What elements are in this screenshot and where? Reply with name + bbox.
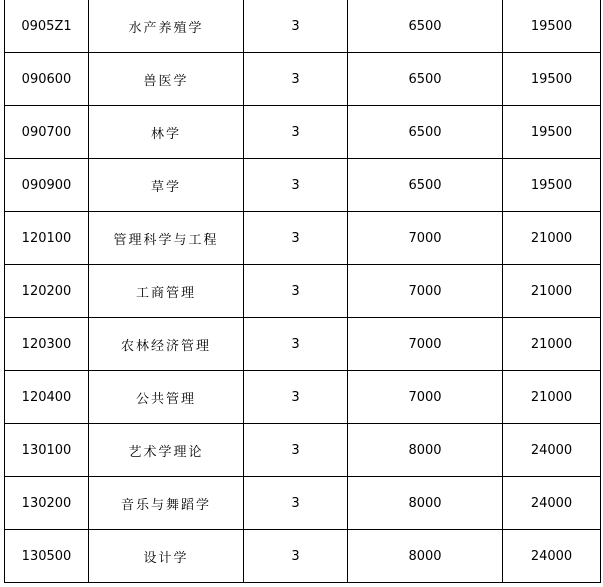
fee-table (4, 0, 601, 583)
study-years-cell: 3 (244, 212, 348, 265)
major-code-cell: 0905Z1 (5, 0, 89, 53)
table-row (5, 212, 601, 265)
table-row (5, 477, 601, 530)
table-row (5, 159, 601, 212)
study-years-cell: 3 (244, 424, 348, 477)
total-fee-cell: 19500 (503, 106, 601, 159)
major-code-cell: 090900 (5, 159, 89, 212)
table-row (5, 0, 601, 53)
major-name-cell: 公共管理 (89, 371, 244, 424)
major-name-cell: 设计学 (89, 530, 244, 583)
annual-fee-cell: 7000 (348, 265, 503, 318)
annual-fee-cell: 7000 (348, 212, 503, 265)
annual-fee-cell: 6500 (348, 159, 503, 212)
total-fee-cell: 21000 (503, 265, 601, 318)
annual-fee-cell: 7000 (348, 318, 503, 371)
table-row (5, 53, 601, 106)
major-name-cell: 工商管理 (89, 265, 244, 318)
major-code-cell: 130500 (5, 530, 89, 583)
table-row (5, 424, 601, 477)
total-fee-cell: 19500 (503, 53, 601, 106)
annual-fee-cell: 8000 (348, 530, 503, 583)
major-code-cell: 120100 (5, 212, 89, 265)
major-code-cell: 090600 (5, 53, 89, 106)
table-row (5, 318, 601, 371)
major-code-cell: 120200 (5, 265, 89, 318)
table-row (5, 265, 601, 318)
study-years-cell: 3 (244, 530, 348, 583)
major-code-cell: 130200 (5, 477, 89, 530)
annual-fee-cell: 7000 (348, 371, 503, 424)
major-name-cell: 艺术学理论 (89, 424, 244, 477)
major-name-cell: 农林经济管理 (89, 318, 244, 371)
annual-fee-cell: 6500 (348, 0, 503, 53)
major-code-cell: 120300 (5, 318, 89, 371)
study-years-cell: 3 (244, 265, 348, 318)
study-years-cell: 3 (244, 318, 348, 371)
annual-fee-cell: 8000 (348, 424, 503, 477)
major-code-cell: 120400 (5, 371, 89, 424)
total-fee-cell: 24000 (503, 477, 601, 530)
total-fee-cell: 21000 (503, 318, 601, 371)
major-name-cell: 兽医学 (89, 53, 244, 106)
annual-fee-cell: 6500 (348, 53, 503, 106)
study-years-cell: 3 (244, 0, 348, 53)
study-years-cell: 3 (244, 106, 348, 159)
major-name-cell: 草学 (89, 159, 244, 212)
major-code-cell: 130100 (5, 424, 89, 477)
study-years-cell: 3 (244, 53, 348, 106)
major-name-cell: 音乐与舞蹈学 (89, 477, 244, 530)
study-years-cell: 3 (244, 159, 348, 212)
major-name-cell: 管理科学与工程 (89, 212, 244, 265)
major-name-cell: 水产养殖学 (89, 0, 244, 53)
total-fee-cell: 21000 (503, 371, 601, 424)
major-code-cell: 090700 (5, 106, 89, 159)
annual-fee-cell: 8000 (348, 477, 503, 530)
total-fee-cell: 19500 (503, 159, 601, 212)
total-fee-cell: 19500 (503, 0, 601, 53)
total-fee-cell: 21000 (503, 212, 601, 265)
table-row (5, 530, 601, 583)
table-row (5, 371, 601, 424)
total-fee-cell: 24000 (503, 424, 601, 477)
table-row (5, 106, 601, 159)
major-name-cell: 林学 (89, 106, 244, 159)
annual-fee-cell: 6500 (348, 106, 503, 159)
study-years-cell: 3 (244, 477, 348, 530)
total-fee-cell: 24000 (503, 530, 601, 583)
study-years-cell: 3 (244, 371, 348, 424)
